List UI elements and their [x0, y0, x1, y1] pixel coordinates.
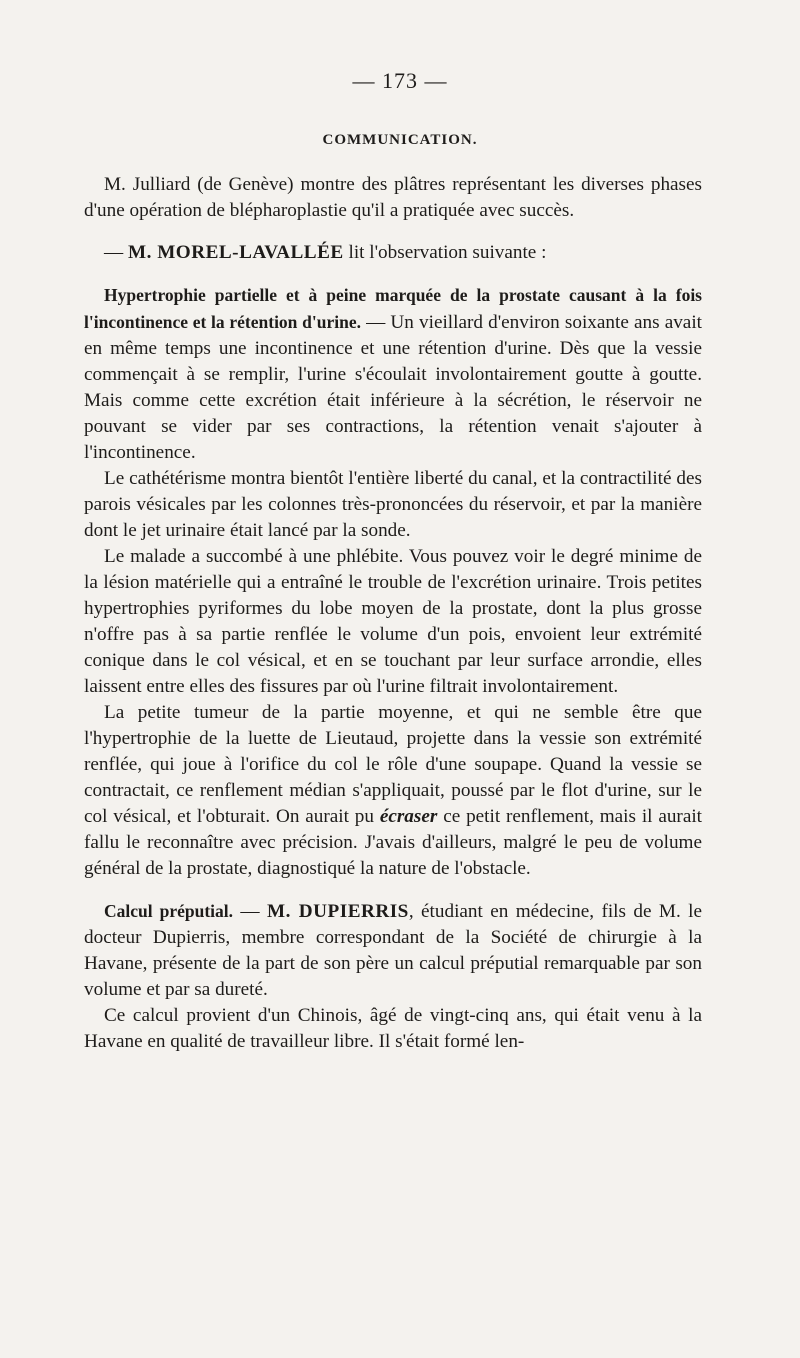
paragraph-morel-lavallee [84, 240, 702, 266]
dash: — [233, 901, 267, 922]
author-name: M. MOREL-LAVALLÉE [127, 242, 344, 263]
calcul-title: Calcul préputial. [104, 901, 233, 921]
paragraph-calcul [84, 898, 702, 1003]
observation-text: — Un vieillard d'environ soixante ans avait en même temps une incontinence et une rétention d'urine. Dès que la vessie commençait à se remplir, l'urine s'écoulait involontairement goutte à goutte. Mais comme cette excrétion était inférieure à la sécrétion, le réservoir ne pouvant se vider par ses contractions, la rétention venait s'ajouter à l'incontinence. [84, 312, 702, 463]
paragraph-chinois: Ce calcul provient d'un Chinois, âgé de vingt-cinq ans, qui était venu à la Havane en qualité de travailleur libre. Il s'était formé len- [84, 1005, 702, 1052]
page-number: — 173 — [352, 68, 448, 93]
dash: — [104, 242, 128, 263]
intro-text: lit l'observation suivante : [343, 242, 547, 263]
calcul-text: , étudiant en médecine, fils de M. le docteur Dupierris, membre correspondant de la Société de chirurgie à la Havane, présente de la part de son père un calcul préputial remarquable par son volume et par sa dureté. [84, 901, 702, 1000]
paragraph-phlebitis: Le malade a succombé à une phlébite. Vous pouvez voir le degré minime de la lésion matérielle qui a entraîné le trouble de l'excrétion urinaire. Trois petites hypertrophies pyriformes du lobe moyen de la prostate, dont la plus grosse n'offre pas à sa partie renflée le volume d'un pois, envoient leur extrémité conique dans le col vésical, et en se touchant par leur surface arrondie, elles laissent entre elles des fissures par où l'urine filtrait involontairement. [84, 546, 702, 697]
paragraph-julliard: M. Julliard (de Genève) montre des plâtres représentant les diverses phases d'une opération de blépharoplastie qu'il a pratiquée avec succès. [84, 174, 702, 221]
observation-title: Hypertrophie partielle et à peine marquée de la prostate causant à la fois l'incontinence et la rétention d'urine. [84, 285, 702, 332]
paragraph-catheterism: Le cathétérisme montra bientôt l'entière liberté du canal, et la contractilité des parois vésicales par les colonnes très-prononcées du réservoir, et par la manière dont le jet urinaire était lancé par la sonde. [84, 468, 702, 541]
body-text [84, 172, 702, 1055]
section-heading: COMMUNICATION. [322, 132, 478, 148]
emphasis-ecraser: écraser [379, 806, 438, 827]
presenter-name: M. DUPIERRIS [266, 901, 409, 922]
tumeur-text-a: La petite tumeur de la partie moyenne, et qui ne semble être que l'hypertrophie de la luette de Lieutaud, projette dans la vessie son extrémité renflée, qui joue à l'orifice du col le rôle d'une soupape. Quand la vessie se contractait, ce renflement médian s'appliquait, poussé par le flot d'urine, sur le col vésical, et l'obturait. On aurait pu [84, 702, 702, 827]
paragraph-observation [84, 282, 702, 466]
tumeur-text-b: ce petit renflement, mais il aurait fallu le reconnaître avec précision. J'avais d'ailleurs, malgré le peu de volume général de la prostate, diagnostiqué la nature de l'obstacle. [84, 806, 702, 879]
paragraph-tumeur [84, 700, 702, 882]
